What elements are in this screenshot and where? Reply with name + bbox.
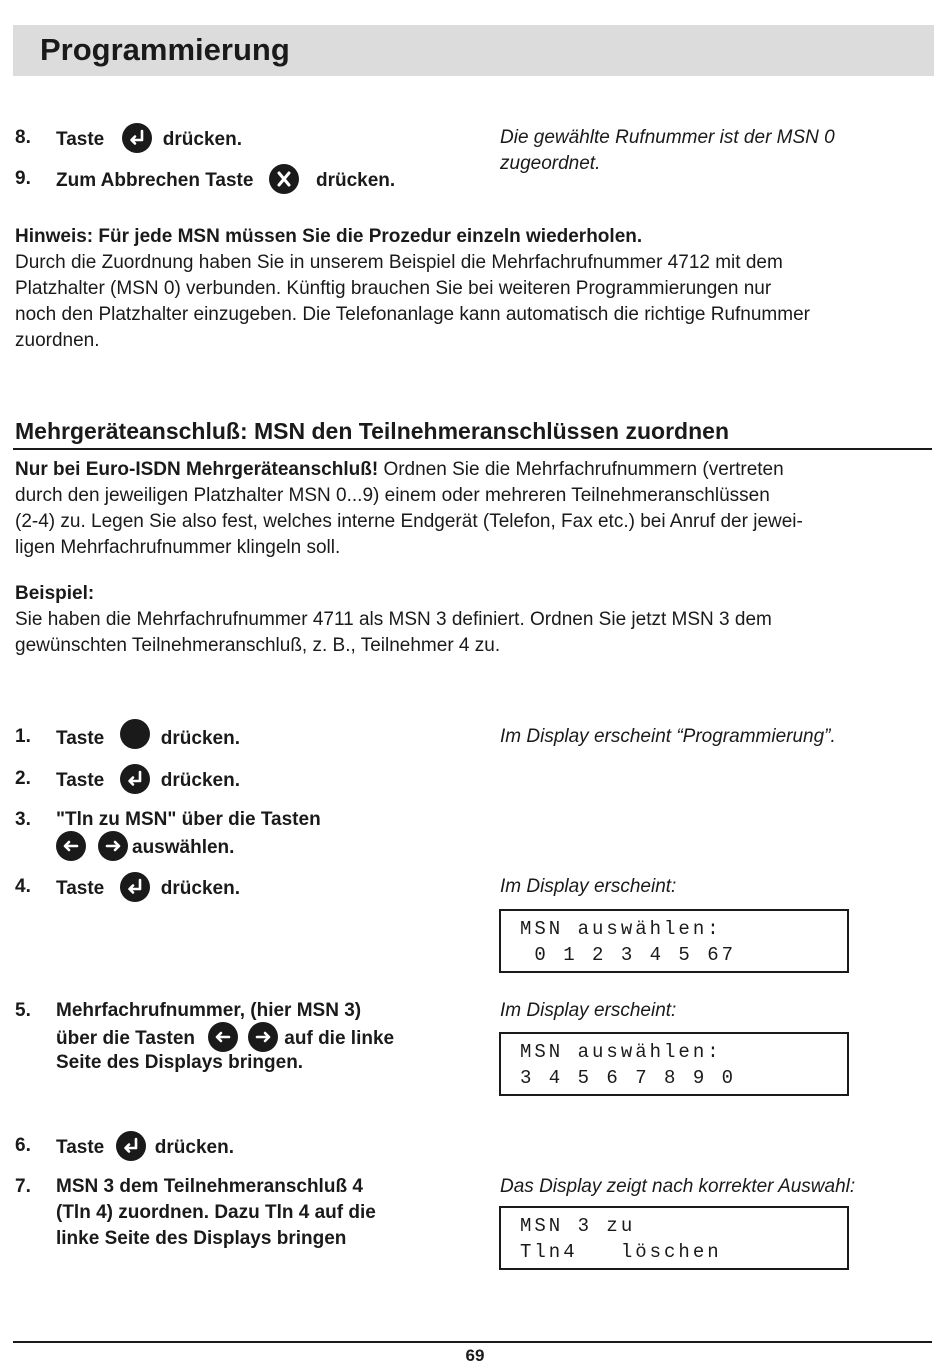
note-text: Das Display zeigt nach korrekter Auswahl:	[500, 1176, 856, 1197]
section-divider	[13, 448, 932, 450]
step-number: 7.	[15, 1176, 31, 1197]
display-line-2: 0 1 2 3 4 5 67	[520, 944, 737, 966]
page-title: Programmierung	[40, 32, 290, 67]
step-number: 3.	[15, 809, 31, 830]
lcd-display-msn-assign	[499, 1206, 849, 1270]
step-5-line3: Seite des Displays bringen.	[56, 1052, 304, 1073]
step-8	[56, 125, 242, 155]
footer-divider	[13, 1341, 932, 1343]
example-line: gewünschten Teilnehmeranschluß, z. B., Teilnehmer 4 zu.	[15, 635, 501, 656]
intro-line: durch den jeweiligen Platzhalter MSN 0...9) einem oder mehreren Teilnehmeranschlüssen	[15, 485, 770, 506]
example-label: Beispiel:	[15, 583, 95, 604]
program-key-icon	[120, 719, 150, 749]
arrow-left-key-icon	[208, 1022, 238, 1052]
display-line-1: MSN auswählen:	[520, 918, 722, 940]
step-5-line1: Mehrfachrufnummer, (hier MSN 3)	[56, 1000, 362, 1021]
step-text: Taste	[56, 129, 105, 151]
display-line-2: Tln4 löschen	[520, 1241, 722, 1263]
hint-line: Platzhalter (MSN 0) verbunden. Künftig brauchen Sie bei weiteren Programmierungen nur	[15, 278, 772, 299]
display-line-2: 3 4 5 6 7 8 9 0	[520, 1067, 737, 1089]
step-text: drücken.	[315, 170, 396, 192]
step-7-line1: MSN 3 dem Teilnehmeranschluß 4	[56, 1176, 363, 1197]
intro-rest: Ordnen Sie die Mehrfachrufnummern (vertreten	[378, 459, 784, 480]
step-text: Zum Abbrechen Taste	[56, 170, 254, 192]
intro-line	[15, 457, 935, 483]
step-number: 5.	[15, 1000, 31, 1021]
lcd-display-msn-shifted	[499, 1032, 849, 1096]
intro-bold: Nur bei Euro-ISDN Mehrgeräteanschluß!	[15, 459, 379, 480]
note-text: Im Display erscheint:	[500, 1000, 677, 1021]
enter-key-icon	[116, 1131, 146, 1161]
note-text: Im Display erscheint:	[500, 876, 677, 897]
step-9	[56, 166, 395, 196]
page-number: 69	[465, 1346, 485, 1365]
arrow-right-key-icon	[98, 831, 128, 861]
step-7-line3: linke Seite des Displays bringen	[56, 1228, 347, 1249]
enter-key-icon	[122, 123, 152, 153]
example-line: Sie haben die Mehrfachrufnummer 4711 als MSN 3 definiert. Ordnen Sie jetzt MSN 3 dem	[15, 609, 772, 630]
step-3-line1: "Tln zu MSN" über die Tasten	[56, 809, 321, 830]
step-number: 9.	[15, 168, 31, 189]
arrow-right-key-icon	[248, 1022, 278, 1052]
step-text: Taste	[56, 878, 105, 900]
display-line-1: MSN 3 zu	[520, 1215, 636, 1237]
hint-line: Durch die Zuordnung haben Sie in unserem Beispiel die Mehrfachrufnummer 4712 mit dem	[15, 252, 783, 273]
intro-line: ligen Mehrfachrufnummer klingeln soll.	[15, 537, 341, 558]
step-text: Taste	[56, 770, 105, 792]
display-line-1: MSN auswählen:	[520, 1041, 722, 1063]
step-text: drücken.	[160, 878, 240, 900]
step-number: 8.	[15, 127, 31, 148]
step-number: 2.	[15, 768, 31, 789]
step-text: drücken.	[154, 1137, 234, 1159]
section-title: Mehrgeräteanschluß: MSN den Teilnehmeranschlüssen zuordnen	[15, 418, 729, 444]
step-text: auswählen.	[132, 837, 235, 859]
step-6	[56, 1133, 234, 1163]
step-number: 1.	[15, 726, 31, 747]
step-text: über die Tasten	[56, 1028, 196, 1050]
hint-heading: Hinweis: Für jede MSN müssen Sie die Prozedur einzeln wiederholen.	[15, 226, 643, 247]
arrow-left-key-icon	[56, 831, 86, 861]
step-1	[56, 724, 240, 754]
intro-line: (2-4) zu. Legen Sie also fest, welches interne Endgerät (Telefon, Fax etc.) bei Anruf der jewei-	[15, 511, 803, 532]
step-text: drücken.	[160, 770, 240, 792]
step-3-line2	[56, 833, 234, 863]
cancel-x-key-icon	[269, 164, 299, 194]
step-number: 6.	[15, 1135, 31, 1156]
note-text: Im Display erscheint “Programmierung”.	[500, 726, 836, 747]
hint-line: zuordnen.	[15, 330, 100, 351]
step-7-line2: (Tln 4) zuordnen. Dazu Tln 4 auf die	[56, 1202, 376, 1223]
lcd-display-msn-select	[499, 909, 849, 973]
enter-key-icon	[120, 872, 150, 902]
step-2	[56, 766, 240, 796]
step-number: 4.	[15, 876, 31, 897]
note-text: zugeordnet.	[500, 153, 601, 174]
step-text: drücken.	[162, 129, 242, 151]
step-text: Taste	[56, 728, 105, 750]
hint-line: noch den Platzhalter einzugeben. Die Telefonanlage kann automatisch die richtige Rufnummer	[15, 304, 810, 325]
step-4	[56, 874, 240, 904]
step-text: drücken.	[160, 728, 240, 750]
note-text: Die gewählte Rufnummer ist der MSN 0	[500, 127, 835, 148]
step-text: auf die linke	[284, 1028, 395, 1050]
step-text: Taste	[56, 1137, 105, 1159]
enter-key-icon	[120, 764, 150, 794]
